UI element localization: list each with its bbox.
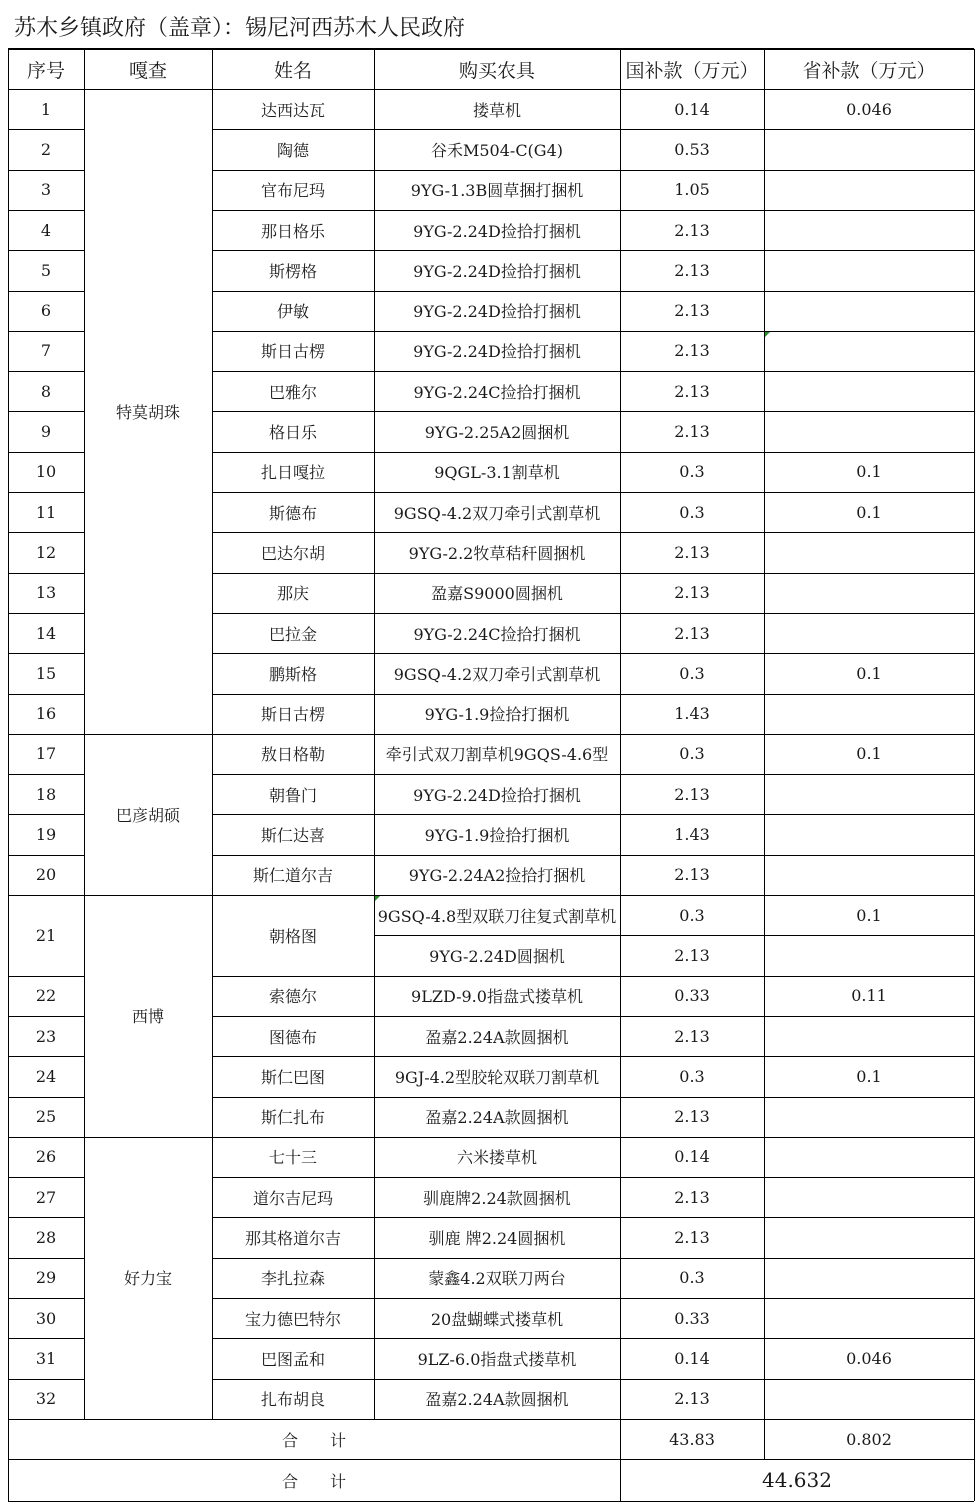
row-6-name: 伊敏 bbox=[276, 302, 309, 322]
grid-line bbox=[8, 895, 974, 896]
row-25-provincial bbox=[764, 1097, 974, 1137]
row-29-provincial bbox=[764, 1258, 974, 1298]
row-23-name: 图德布 bbox=[268, 1027, 317, 1047]
row-23-national: 2.13 bbox=[674, 1026, 710, 1046]
grid-line bbox=[8, 1459, 974, 1460]
grid-line bbox=[212, 653, 974, 654]
row-27-name: 道尔吉尼玛 bbox=[252, 1188, 333, 1208]
grid-line bbox=[8, 452, 84, 453]
row-23-item: 盈嘉2.24A款圆捆机 bbox=[425, 1027, 569, 1047]
grid-line bbox=[8, 49, 9, 1501]
row-9-item: 9YG-2.25A2圆捆机 bbox=[424, 423, 570, 443]
grid-line bbox=[8, 1338, 84, 1339]
col-header-village: 嘎查 bbox=[128, 59, 167, 82]
grid-line bbox=[8, 49, 974, 50]
row-31-provincial: 0.046 bbox=[846, 1348, 892, 1368]
row-32-national: 2.13 bbox=[674, 1389, 710, 1409]
col-header-provincial: 省补款（万元） bbox=[802, 59, 936, 82]
row-20-provincial bbox=[764, 855, 974, 895]
row-6-provincial bbox=[764, 291, 974, 331]
row-8-item: 9YG-2.24C捡拾打捆机 bbox=[413, 382, 581, 402]
grid-line bbox=[8, 532, 84, 533]
total-value: 44.632 bbox=[762, 1468, 832, 1493]
row-8-name: 巴雅尔 bbox=[268, 382, 317, 402]
row-12-national: 2.13 bbox=[674, 542, 710, 562]
row-8-national: 2.13 bbox=[674, 381, 710, 401]
grid-line bbox=[8, 331, 84, 332]
village-cell: 巴彦胡硕 bbox=[115, 805, 180, 825]
row-6-item: 9YG-2.24D捡拾打捆机 bbox=[413, 302, 581, 322]
grid-line bbox=[212, 331, 974, 332]
subtotal-national: 43.83 bbox=[669, 1429, 715, 1449]
total-label: 合 计 bbox=[281, 1471, 346, 1491]
row-15-item: 9GSQ-4.2双刀牵引式割草机 bbox=[393, 664, 601, 684]
grid-line bbox=[8, 694, 84, 695]
col-header-item: 购买农具 bbox=[458, 59, 535, 82]
row-14-national: 2.13 bbox=[674, 623, 710, 643]
row-26-national: 0.14 bbox=[674, 1147, 710, 1167]
row-21-provincial: 0.1 bbox=[856, 905, 882, 925]
row-32-name: 扎布胡良 bbox=[260, 1390, 325, 1410]
grid-line bbox=[212, 129, 974, 130]
row-11-item: 9GSQ-4.2双刀牵引式割草机 bbox=[393, 503, 601, 523]
row-15-provincial: 0.1 bbox=[856, 663, 882, 683]
row-9-no: 9 bbox=[40, 422, 52, 442]
row-19-item: 9YG-1.9捡拾打捆机 bbox=[424, 826, 570, 846]
grid-line bbox=[212, 170, 974, 171]
grid-line bbox=[8, 89, 974, 90]
grid-line bbox=[212, 1177, 974, 1178]
row-2-provincial bbox=[764, 129, 974, 169]
row-30-provincial bbox=[764, 1298, 974, 1338]
row-30-item: 20盘蝴蝶式搂草机 bbox=[430, 1309, 564, 1329]
row-16-no: 16 bbox=[35, 704, 57, 724]
row-4-item: 9YG-2.24D捡拾打捆机 bbox=[413, 221, 581, 241]
row-23-no: 23 bbox=[35, 1026, 57, 1046]
grid-line bbox=[212, 1097, 974, 1098]
row-7-item: 9YG-2.24D捡拾打捆机 bbox=[413, 342, 581, 362]
row-10-provincial: 0.1 bbox=[856, 462, 882, 482]
row-26-provincial bbox=[764, 1137, 974, 1177]
row-23-provincial bbox=[764, 1016, 974, 1056]
grid-line bbox=[974, 49, 975, 1501]
grid-line bbox=[8, 1056, 84, 1057]
row-1-item: 搂草机 bbox=[472, 100, 521, 120]
row-17-no: 17 bbox=[35, 744, 57, 764]
row-1-national: 0.14 bbox=[674, 99, 710, 119]
row-21-national-2: 2.13 bbox=[674, 945, 710, 965]
row-20-no: 20 bbox=[35, 865, 57, 885]
row-27-item: 驯鹿牌2.24款圆捆机 bbox=[423, 1188, 571, 1208]
grid-line bbox=[8, 210, 84, 211]
row-14-provincial bbox=[764, 613, 974, 653]
row-11-no: 11 bbox=[35, 502, 57, 522]
grid-line bbox=[212, 1338, 974, 1339]
row-14-item: 9YG-2.24C捡拾打捆机 bbox=[413, 624, 581, 644]
row-4-name: 那日格乐 bbox=[260, 221, 325, 241]
grid-line bbox=[8, 1016, 84, 1017]
row-16-national: 1.43 bbox=[674, 704, 710, 724]
row-29-item: 蒙鑫4.2双联刀两台 bbox=[428, 1269, 566, 1289]
row-25-no: 25 bbox=[35, 1107, 57, 1127]
row-9-provincial bbox=[764, 411, 974, 451]
row-10-no: 10 bbox=[35, 462, 57, 482]
row-5-name: 斯楞格 bbox=[268, 261, 317, 281]
row-9-name: 格日乐 bbox=[268, 423, 317, 443]
grid-line bbox=[8, 1097, 84, 1098]
row-1-provincial: 0.046 bbox=[846, 99, 892, 119]
grid-line bbox=[212, 976, 974, 977]
row-24-national: 0.3 bbox=[679, 1066, 705, 1086]
comment-marker bbox=[375, 896, 380, 901]
row-24-no: 24 bbox=[35, 1066, 57, 1086]
col-header-national: 国补款（万元） bbox=[625, 59, 759, 82]
grid-line bbox=[212, 411, 974, 412]
grid-line bbox=[8, 814, 84, 815]
row-24-name: 斯仁巴图 bbox=[260, 1067, 325, 1087]
row-5-national: 2.13 bbox=[674, 260, 710, 280]
grid-line bbox=[212, 291, 974, 292]
grid-line bbox=[8, 371, 84, 372]
grid-line bbox=[8, 1137, 974, 1138]
row-24-provincial: 0.1 bbox=[856, 1066, 882, 1086]
row-14-name: 巴拉金 bbox=[268, 624, 317, 644]
grid-line bbox=[8, 250, 84, 251]
row-7-no: 7 bbox=[40, 341, 52, 361]
row-18-no: 18 bbox=[35, 784, 57, 804]
subtotal-label: 合 计 bbox=[281, 1430, 346, 1450]
village-cell: 特莫胡珠 bbox=[115, 402, 180, 422]
grid-line bbox=[8, 1298, 84, 1299]
grid-line bbox=[8, 1379, 84, 1380]
grid-line bbox=[8, 129, 84, 130]
row-20-item: 9YG-2.24A2捡拾打捆机 bbox=[408, 866, 586, 886]
grid-line bbox=[212, 210, 974, 211]
row-1-name: 达西达瓦 bbox=[260, 100, 325, 120]
row-25-national: 2.13 bbox=[674, 1107, 710, 1127]
row-2-national: 0.53 bbox=[674, 139, 710, 159]
row-3-name: 官布尼玛 bbox=[260, 181, 325, 201]
grid-line bbox=[8, 573, 84, 574]
row-5-no: 5 bbox=[40, 260, 52, 280]
grid-line bbox=[212, 573, 974, 574]
row-29-no: 29 bbox=[35, 1268, 57, 1288]
row-3-national: 1.05 bbox=[674, 180, 710, 200]
row-30-no: 30 bbox=[35, 1308, 57, 1328]
row-3-provincial bbox=[764, 170, 974, 210]
grid-line bbox=[8, 1501, 974, 1502]
grid-line bbox=[8, 1217, 84, 1218]
row-32-item: 盈嘉2.24A款圆捆机 bbox=[425, 1390, 569, 1410]
row-16-item: 9YG-1.9捡拾打捆机 bbox=[424, 705, 570, 725]
row-26-item: 六米搂草机 bbox=[456, 1148, 537, 1168]
row-25-item: 盈嘉2.24A款圆捆机 bbox=[425, 1108, 569, 1128]
row-26-name: 七十三 bbox=[268, 1148, 317, 1168]
row-13-item: 盈嘉S9000圆捆机 bbox=[431, 584, 563, 604]
row-13-national: 2.13 bbox=[674, 583, 710, 603]
row-21-no: 21 bbox=[35, 925, 57, 945]
row-32-provincial bbox=[764, 1379, 974, 1419]
row-27-national: 2.13 bbox=[674, 1187, 710, 1207]
grid-line bbox=[212, 694, 974, 695]
grid-line bbox=[212, 532, 974, 533]
row-19-name: 斯仁达喜 bbox=[260, 826, 325, 846]
row-20-name: 斯仁道尔吉 bbox=[252, 866, 333, 886]
row-16-name: 斯日古楞 bbox=[260, 705, 325, 725]
row-3-item: 9YG-1.3B圆草捆打捆机 bbox=[410, 181, 584, 201]
row-3-no: 3 bbox=[40, 180, 52, 200]
grid-line bbox=[212, 1217, 974, 1218]
row-26-no: 26 bbox=[35, 1147, 57, 1167]
row-10-national: 0.3 bbox=[679, 462, 705, 482]
grid-line bbox=[212, 814, 974, 815]
subtotal-provincial: 0.802 bbox=[846, 1429, 892, 1449]
row-17-item: 牵引式双刀割草机9GQS-4.6型 bbox=[385, 745, 609, 765]
row-4-provincial bbox=[764, 210, 974, 250]
grid-line bbox=[212, 1258, 974, 1259]
row-13-provincial bbox=[764, 573, 974, 613]
grid-line bbox=[212, 1298, 974, 1299]
grid-line bbox=[8, 774, 84, 775]
row-28-national: 2.13 bbox=[674, 1228, 710, 1248]
grid-line bbox=[764, 1419, 765, 1459]
row-31-national: 0.14 bbox=[674, 1348, 710, 1368]
grid-line bbox=[8, 976, 84, 977]
grid-line bbox=[212, 774, 974, 775]
row-11-national: 0.3 bbox=[679, 502, 705, 522]
row-1-no: 1 bbox=[40, 99, 52, 119]
row-17-provincial: 0.1 bbox=[856, 744, 882, 764]
row-21-name: 朝格图 bbox=[268, 926, 317, 946]
row-15-name: 鹏斯格 bbox=[268, 664, 317, 684]
row-8-no: 8 bbox=[40, 381, 52, 401]
grid-line bbox=[8, 492, 84, 493]
grid-line bbox=[212, 371, 974, 372]
row-15-no: 15 bbox=[35, 663, 57, 683]
row-21-provincial-2 bbox=[764, 935, 974, 975]
grid-line bbox=[8, 1258, 84, 1259]
row-4-national: 2.13 bbox=[674, 220, 710, 240]
row-13-name: 那庆 bbox=[276, 584, 309, 604]
row-29-name: 李扎拉森 bbox=[260, 1269, 325, 1289]
row-28-no: 28 bbox=[35, 1228, 57, 1248]
grid-line bbox=[212, 250, 974, 251]
row-21-item: 9GSQ-4.8型双联刀往复式割草机 bbox=[377, 906, 617, 926]
col-header-name: 姓名 bbox=[273, 59, 312, 82]
row-4-no: 4 bbox=[40, 220, 52, 240]
row-8-provincial bbox=[764, 371, 974, 411]
row-30-name: 宝力德巴特尔 bbox=[244, 1309, 341, 1329]
row-10-name: 扎日嘎拉 bbox=[260, 463, 325, 483]
row-22-item: 9LZD-9.0指盘式搂草机 bbox=[411, 987, 583, 1007]
row-9-national: 2.13 bbox=[674, 422, 710, 442]
row-27-no: 27 bbox=[35, 1187, 57, 1207]
row-7-provincial bbox=[764, 331, 974, 371]
row-14-no: 14 bbox=[35, 623, 57, 643]
row-18-national: 2.13 bbox=[674, 784, 710, 804]
row-22-no: 22 bbox=[35, 986, 57, 1006]
grid-line bbox=[8, 613, 84, 614]
grid-line bbox=[8, 1419, 974, 1420]
row-5-item: 9YG-2.24D捡拾打捆机 bbox=[413, 261, 581, 281]
grid-line bbox=[8, 734, 974, 735]
row-12-no: 12 bbox=[35, 542, 57, 562]
row-22-name: 索德尔 bbox=[268, 987, 317, 1007]
row-24-item: 9GJ-4.2型胶轮双联刀割草机 bbox=[394, 1067, 600, 1087]
row-2-name: 陶德 bbox=[276, 140, 309, 160]
grid-line bbox=[8, 291, 84, 292]
row-12-item: 9YG-2.2牧草秸秆圆捆机 bbox=[408, 543, 586, 563]
row-20-national: 2.13 bbox=[674, 865, 710, 885]
row-18-item: 9YG-2.24D捡拾打捆机 bbox=[413, 785, 581, 805]
row-12-provincial bbox=[764, 532, 974, 572]
row-15-national: 0.3 bbox=[679, 663, 705, 683]
row-30-national: 0.33 bbox=[674, 1308, 710, 1328]
row-5-provincial bbox=[764, 250, 974, 290]
grid-line bbox=[212, 452, 974, 453]
comment-marker bbox=[765, 332, 770, 337]
village-cell: 西博 bbox=[131, 1007, 164, 1027]
row-10-item: 9QGL-3.1割草机 bbox=[434, 463, 560, 483]
row-19-national: 1.43 bbox=[674, 825, 710, 845]
row-19-provincial bbox=[764, 814, 974, 854]
row-13-no: 13 bbox=[35, 583, 57, 603]
grid-line bbox=[212, 1056, 974, 1057]
row-22-national: 0.33 bbox=[674, 986, 710, 1006]
row-17-name: 敖日格勒 bbox=[260, 745, 325, 765]
row-2-item: 谷禾M504-C(G4) bbox=[430, 140, 564, 160]
row-31-item: 9LZ-6.0指盘式搂草机 bbox=[417, 1349, 577, 1369]
grid-line bbox=[212, 855, 974, 856]
row-31-no: 31 bbox=[35, 1348, 57, 1368]
row-27-provincial bbox=[764, 1177, 974, 1217]
row-18-name: 朝鲁门 bbox=[268, 785, 317, 805]
grid-line bbox=[212, 492, 974, 493]
row-17-national: 0.3 bbox=[679, 744, 705, 764]
row-6-no: 6 bbox=[40, 301, 52, 321]
row-6-national: 2.13 bbox=[674, 301, 710, 321]
row-11-name: 斯德布 bbox=[268, 503, 317, 523]
row-28-name: 那其格道尔吉 bbox=[244, 1229, 341, 1249]
row-21-item-2: 9YG-2.24D圆捆机 bbox=[429, 946, 565, 966]
col-header-no: 序号 bbox=[26, 59, 65, 82]
grid-line bbox=[8, 653, 84, 654]
grid-line bbox=[212, 1379, 974, 1380]
grid-line bbox=[8, 1177, 84, 1178]
row-12-name: 巴达尔胡 bbox=[260, 543, 325, 563]
grid-line bbox=[212, 613, 974, 614]
row-25-name: 斯仁扎布 bbox=[260, 1108, 325, 1128]
village-cell: 好力宝 bbox=[123, 1269, 172, 1289]
grid-line bbox=[212, 1016, 974, 1017]
row-31-name: 巴图孟和 bbox=[260, 1349, 325, 1369]
row-19-no: 19 bbox=[35, 825, 57, 845]
row-18-provincial bbox=[764, 774, 974, 814]
row-11-provincial: 0.1 bbox=[856, 502, 882, 522]
row-21-national: 0.3 bbox=[679, 905, 705, 925]
row-7-name: 斯日古楞 bbox=[260, 342, 325, 362]
row-7-national: 2.13 bbox=[674, 341, 710, 361]
document-title: 苏木乡镇政府（盖章）：锡尼河西苏木人民政府 bbox=[14, 16, 466, 41]
row-22-provincial: 0.11 bbox=[851, 986, 887, 1006]
row-28-provincial bbox=[764, 1217, 974, 1257]
grid-line bbox=[8, 855, 84, 856]
row-32-no: 32 bbox=[35, 1389, 57, 1409]
row-29-national: 0.3 bbox=[679, 1268, 705, 1288]
grid-line bbox=[8, 170, 84, 171]
grid-line bbox=[374, 935, 974, 936]
row-28-item: 驯鹿 牌2.24圆捆机 bbox=[428, 1229, 566, 1249]
row-16-provincial bbox=[764, 694, 974, 734]
row-2-no: 2 bbox=[40, 139, 52, 159]
grid-line bbox=[8, 411, 84, 412]
